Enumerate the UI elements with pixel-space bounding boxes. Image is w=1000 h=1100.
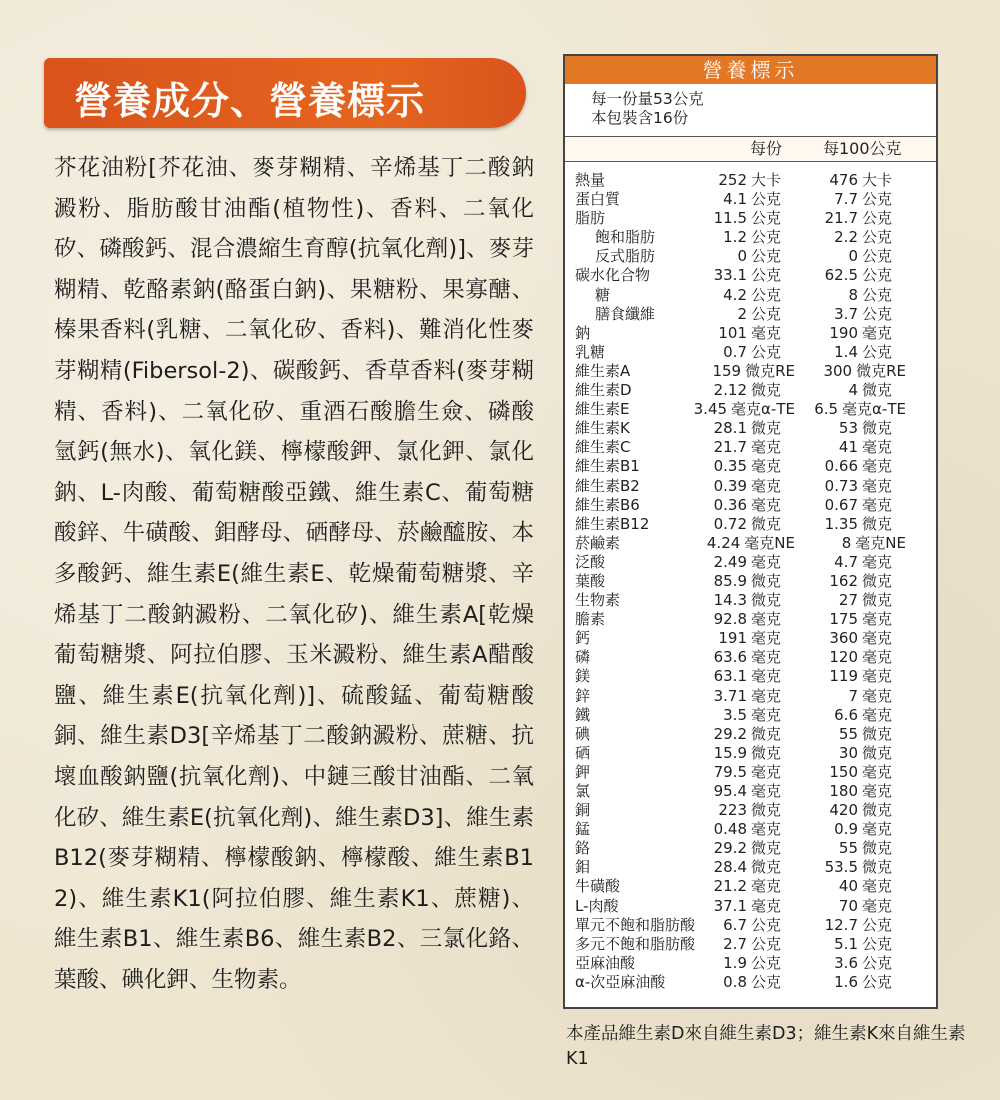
per-100g-value: 70 毫克 [838, 896, 893, 915]
nutrient-name: 鐵 [575, 705, 591, 724]
per-serving-value: 2.7 公克 [723, 934, 782, 953]
per-serving-value: 29.2 微克 [713, 839, 782, 858]
per-serving-value: 1.2 公克 [723, 228, 782, 247]
nutrient-row [565, 629, 936, 648]
per-serving-value: 14.3 微克 [713, 591, 782, 610]
per-100g-value: 162 微克 [829, 571, 893, 590]
nutrient-name: 乳糖 [575, 342, 606, 361]
nutrient-name: 膳食纖維 [595, 304, 656, 323]
nutrient-name: 鉻 [575, 839, 591, 858]
nutrient-name: 牛磺酸 [575, 877, 621, 896]
nutrition-label-title: 營養標示 [565, 56, 936, 84]
nutrient-row [565, 381, 936, 400]
per-100g-value: 62.5 公克 [824, 266, 893, 285]
per-serving-value: 4.2 公克 [723, 285, 782, 304]
nutrition-label [563, 54, 938, 1009]
per-serving-value: 0.36 毫克 [713, 495, 782, 514]
nutrient-name: 維生素B2 [575, 476, 640, 495]
per-100g-value: 5.1 公克 [834, 934, 893, 953]
nutrient-name: 泛酸 [575, 552, 606, 571]
section-title: 營養成分、營養標示 [74, 79, 426, 123]
col-per-serving: 每份 [750, 139, 783, 158]
nutrient-row [565, 610, 936, 629]
col-per-100g: 每100公克 [823, 139, 902, 158]
per-100g-value: 21.7 公克 [824, 209, 893, 228]
per-100g-value: 3.6 公克 [834, 953, 893, 972]
nutrient-name: 氯 [575, 782, 591, 800]
nutrient-row [565, 266, 936, 285]
nutrient-name: 碘 [575, 724, 591, 743]
per-serving-value: 37.1 毫克 [713, 896, 782, 915]
nutrient-row [565, 534, 936, 553]
section-banner [44, 58, 526, 128]
nutrient-row [565, 591, 936, 610]
nutrient-name: 錳 [575, 820, 591, 839]
nutrient-row [565, 324, 936, 343]
nutrient-name: 維生素K [575, 419, 630, 438]
nutrient-row [565, 228, 936, 247]
per-100g-value: 27 微克 [838, 591, 893, 610]
per-serving-value: 0.8 公克 [723, 972, 782, 991]
per-serving-value: 92.8 毫克 [713, 610, 782, 629]
per-100g-value: 175 毫克 [829, 610, 893, 629]
per-100g-value: 55 微克 [838, 724, 893, 743]
per-100g-value: 180 毫克 [829, 782, 893, 800]
per-serving-value: 101 毫克 [718, 323, 782, 342]
nutrient-name: α-次亞麻油酸 [575, 972, 666, 991]
per-serving-value: 2.12 微克 [713, 381, 782, 400]
nutrient-name: 菸鹼素 [575, 533, 621, 552]
nutrient-name: 維生素B6 [575, 495, 640, 514]
per-serving-value: 63.1 毫克 [713, 667, 782, 686]
nutrient-row [565, 687, 936, 706]
per-serving-value: 29.2 微克 [713, 724, 782, 743]
nutrient-name: 維生素B12 [575, 514, 650, 533]
nutrient-name: 反式脂肪 [595, 247, 656, 266]
per-100g-value: 41 毫克 [838, 438, 893, 457]
per-serving-value: 0.7 公克 [723, 342, 782, 361]
per-100g-value: 12.7 公克 [824, 915, 893, 934]
per-serving-value: 4.24 毫克NE [706, 533, 795, 552]
per-serving-value: 191 毫克 [718, 629, 782, 648]
nutrient-row [565, 820, 936, 839]
nutrient-row [565, 572, 936, 591]
nutrient-row [565, 286, 936, 305]
per-100g-value: 0.9 毫克 [834, 820, 893, 839]
per-serving-value: 11.5 公克 [713, 209, 782, 228]
nutrient-row [565, 247, 936, 266]
per-100g-value: 30 微克 [838, 743, 893, 762]
nutrient-row [565, 553, 936, 572]
nutrient-row [565, 839, 936, 858]
nutrient-name: L-肉酸 [575, 896, 619, 915]
per-100g-value: 0 公克 [848, 247, 893, 266]
column-header [565, 136, 936, 162]
per-serving-value: 3.71 毫克 [713, 686, 782, 705]
per-100g-value: 8 公克 [848, 285, 893, 304]
nutrient-name: 單元不飽和脂肪酸 [575, 915, 696, 934]
per-100g-value: 360 毫克 [829, 629, 893, 648]
per-100g-value: 8 毫克NE [841, 533, 906, 552]
nutrient-row [565, 801, 936, 820]
serving-size: 每一份量53公克 [591, 90, 704, 108]
per-100g-value: 40 毫克 [838, 877, 893, 896]
nutrient-row [565, 419, 936, 438]
nutrient-name: 維生素B1 [575, 457, 640, 476]
nutrient-row [565, 706, 936, 725]
nutrient-name: 磷 [575, 648, 591, 667]
per-100g-value: 0.73 毫克 [824, 476, 893, 495]
nutrient-name: 糖 [595, 285, 611, 304]
nutrient-row [565, 916, 936, 935]
nutrient-row [565, 515, 936, 534]
nutrient-row [565, 496, 936, 515]
nutrient-name: 維生素E [575, 400, 630, 419]
per-100g-value: 300 微克RE [823, 361, 906, 380]
nutrient-name: 飽和脂肪 [595, 228, 656, 247]
nutrient-row [565, 209, 936, 228]
per-serving-value: 159 微克RE [712, 361, 795, 380]
nutrient-row [565, 477, 936, 496]
nutrient-name: 蛋白質 [575, 190, 621, 209]
per-100g-value: 3.7 公克 [834, 304, 893, 323]
per-serving-value: 33.1 公克 [713, 266, 782, 285]
nutrient-row [565, 438, 936, 457]
nutrient-name: 維生素C [575, 438, 631, 457]
per-100g-value: 119 毫克 [829, 667, 893, 686]
nutrient-rows [565, 171, 936, 992]
servings-per-package: 本包裝含16份 [591, 109, 689, 127]
nutrient-name: 亞麻油酸 [575, 953, 636, 972]
per-serving-value: 223 微克 [718, 801, 782, 820]
per-serving-value: 0.72 微克 [713, 514, 782, 533]
nutrient-row [565, 877, 936, 896]
nutrient-row [565, 457, 936, 476]
footnote: 本產品維生素D來自維生素D3；維生素K來自維生素K1 [566, 1024, 966, 1069]
nutrient-name: 膽素 [575, 610, 606, 629]
nutrient-name: 多元不飽和脂肪酸 [575, 934, 696, 953]
per-serving-value: 6.7 公克 [723, 915, 782, 934]
nutrient-name: 熱量 [575, 171, 606, 189]
nutrient-row [565, 954, 936, 973]
per-serving-value: 15.9 微克 [713, 743, 782, 762]
per-100g-value: 1.6 公克 [834, 972, 893, 991]
nutrient-name: 銅 [575, 801, 591, 820]
nutrient-row [565, 400, 936, 419]
per-serving-value: 95.4 毫克 [713, 782, 782, 800]
nutrient-row [565, 897, 936, 916]
per-100g-value: 7.7 公克 [834, 190, 893, 209]
nutrient-name: 碳水化合物 [575, 266, 651, 285]
nutrient-row [565, 935, 936, 954]
per-serving-value: 0 公克 [737, 247, 782, 266]
per-serving-value: 28.1 微克 [713, 419, 782, 438]
nutrient-row [565, 362, 936, 381]
per-100g-value: 2.2 公克 [834, 228, 893, 247]
per-100g-value: 0.66 毫克 [824, 457, 893, 476]
per-100g-value: 53 微克 [838, 419, 893, 438]
nutrient-row [565, 171, 936, 190]
per-100g-value: 0.67 毫克 [824, 495, 893, 514]
per-100g-value: 150 毫克 [829, 762, 893, 781]
per-serving-value: 0.39 毫克 [713, 476, 782, 495]
nutrient-name: 鈉 [575, 323, 591, 342]
nutrient-name: 鉀 [575, 762, 591, 781]
per-serving-value: 21.7 毫克 [713, 438, 782, 457]
serving-info [565, 84, 936, 128]
nutrient-row [565, 973, 936, 992]
per-serving-value: 2.49 毫克 [713, 552, 782, 571]
nutrient-row [565, 190, 936, 209]
per-serving-value: 3.45 毫克α-TE [693, 400, 795, 419]
per-100g-value: 55 微克 [838, 839, 893, 858]
nutrient-row [565, 343, 936, 362]
nutrient-name: 生物素 [575, 591, 621, 610]
per-100g-value: 6.5 毫克α-TE [814, 400, 906, 419]
nutrient-row [565, 763, 936, 782]
per-100g-value: 120 毫克 [829, 648, 893, 667]
nutrient-row [565, 667, 936, 686]
per-100g-value: 190 毫克 [829, 323, 893, 342]
nutrient-name: 鎂 [575, 667, 591, 686]
per-100g-value: 476 大卡 [829, 171, 893, 189]
per-100g-value: 420 微克 [829, 801, 893, 820]
per-serving-value: 252 大卡 [718, 171, 782, 189]
per-100g-value: 1.4 公克 [834, 342, 893, 361]
per-100g-value: 7 毫克 [848, 686, 893, 705]
nutrient-row [565, 305, 936, 324]
nutrient-name: 維生素A [575, 361, 631, 380]
nutrient-name: 硒 [575, 743, 591, 762]
per-serving-value: 28.4 微克 [713, 858, 782, 877]
per-serving-value: 0.35 毫克 [713, 457, 782, 476]
per-serving-value: 2 公克 [737, 304, 782, 323]
per-serving-value: 3.5 毫克 [723, 705, 782, 724]
nutrient-name: 脂肪 [575, 209, 606, 228]
per-serving-value: 63.6 毫克 [713, 648, 782, 667]
per-100g-value: 1.35 微克 [824, 514, 893, 533]
per-100g-value: 4 微克 [848, 381, 893, 400]
nutrient-row [565, 858, 936, 877]
per-serving-value: 79.5 毫克 [713, 762, 782, 781]
per-100g-value: 6.6 毫克 [834, 705, 893, 724]
per-serving-value: 1.9 公克 [723, 953, 782, 972]
nutrient-row [565, 744, 936, 763]
per-serving-value: 0.48 毫克 [713, 820, 782, 839]
nutrient-name: 鋅 [575, 686, 591, 705]
per-serving-value: 4.1 公克 [723, 190, 782, 209]
per-100g-value: 4.7 毫克 [834, 552, 893, 571]
nutrient-name: 維生素D [575, 381, 632, 400]
per-serving-value: 85.9 微克 [713, 571, 782, 590]
ingredients-text: 芥花油粉[芥花油、麥芽糊精、辛烯基丁二酸鈉澱粉、脂肪酸甘油酯(植物性)、香料、二氧化矽、磷酸鈣、混合濃縮生育醇(抗氧化劑)]、麥芽糊精、乾酪素鈉(酪蛋白鈉)、果糖粉、果寡醣、榛果香料(乳糖、二氧化矽、香料)、難消化性麥芽糊精(Fibersol-2)、碳酸鈣、香草香料(麥芽糊精、香料)、二氧化矽、重酒石酸膽生僉、磷酸氫鈣(無水)、氧化鎂、檸檬酸鉀、氯化鉀、氯化鈉、L-肉酸、葡萄糖酸亞鐵、維生素C、葡萄糖酸鋅、牛磺酸、鉬酵母、硒酵母、菸鹼醯胺、本多酸鈣、維生素E(維生素E、乾燥葡萄糖漿、辛烯基丁二酸鈉澱粉、二氧化矽)、維生素A[乾燥葡萄糖漿、阿拉伯膠、玉米澱粉、維生素A醋酸鹽、維生素E(抗氧化劑)]、硫酸錳、葡萄糖酸銅、維生素D3[辛烯基丁二酸鈉澱粉、蔗糖、抗壞血酸鈉鹽(抗氧化劑)、中鏈三酸甘油酯、二氧化矽、維生素E(抗氧化劑)、維生素D3]、維生素B12(麥芽糊精、檸檬酸鈉、檸檬酸、維生素B12)、維生素K1(阿拉伯膠、維生素K1、蔗糖)、維生素B1、維生素B6、維生素B2、三氯化鉻、葉酸、碘化鉀、生物素。 [54, 155, 534, 993]
nutrient-row [565, 782, 936, 801]
per-100g-value: 53.5 微克 [824, 858, 893, 877]
nutrient-row [565, 725, 936, 744]
nutrient-name: 鉬 [575, 858, 591, 877]
nutrient-row [565, 648, 936, 667]
nutrient-name: 鈣 [575, 629, 591, 648]
per-serving-value: 21.2 毫克 [713, 877, 782, 896]
nutrient-name: 葉酸 [575, 571, 606, 590]
